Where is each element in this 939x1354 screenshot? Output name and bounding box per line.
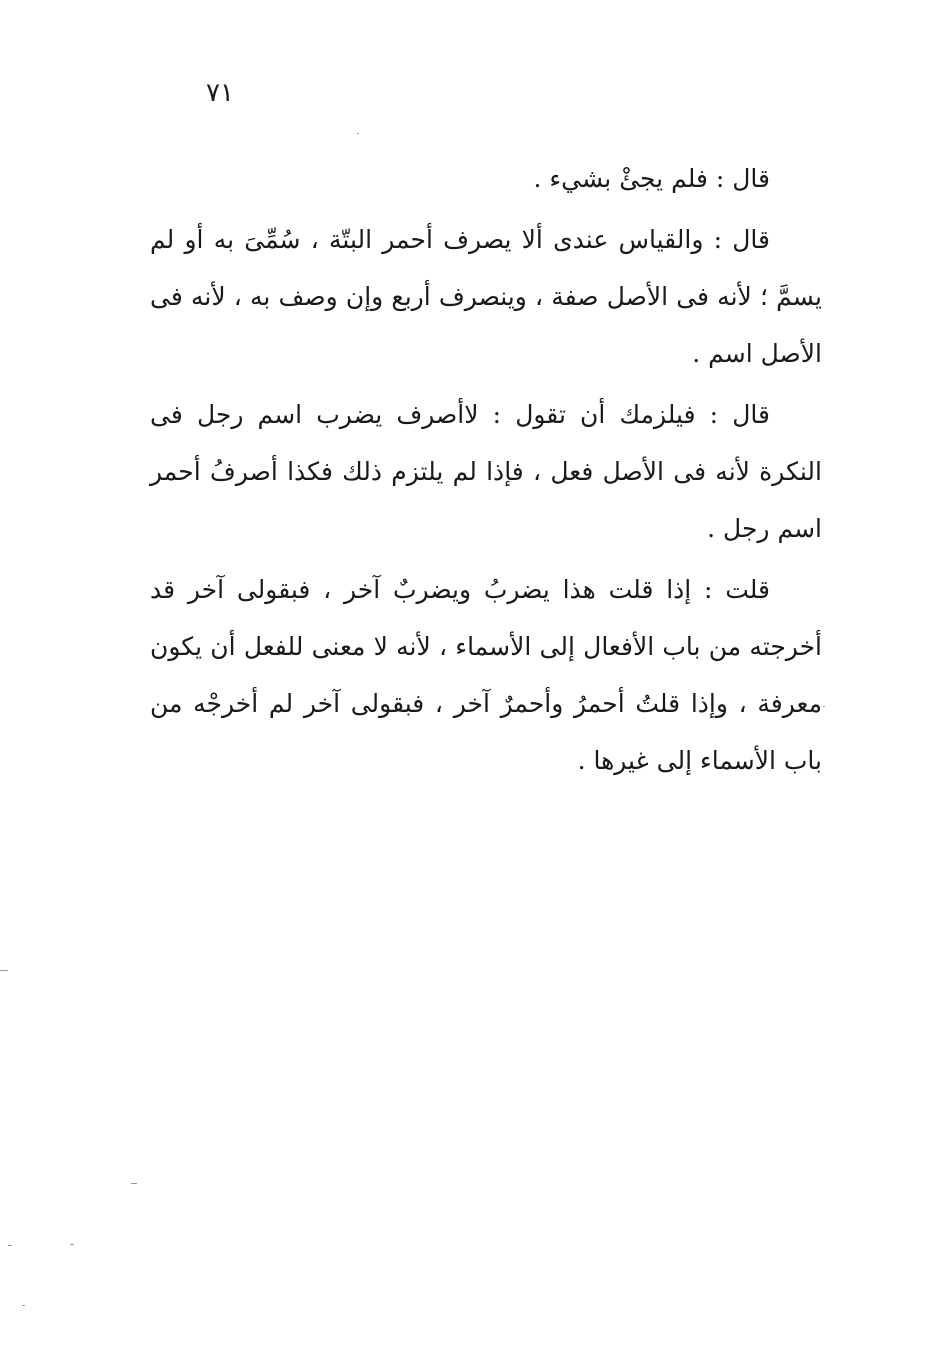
page-number: ٧١ — [206, 78, 234, 108]
scan-speck — [8, 1245, 12, 1246]
scan-speck — [131, 1183, 137, 1184]
paragraph-2: قال : والقياس عندى ألا يصرف أحمر البتّة ، سُمِّىَ به أو لم يسمَّ ؛ لأنه فى الأصل صفة ، وينصرف أربع وإن وصف به ، لأنه فى الأصل اسم . — [150, 225, 822, 368]
paragraph-1: قال : فلم يجئْ بشيء . — [533, 164, 770, 193]
scan-speck — [357, 133, 359, 134]
body-text — [150, 150, 822, 789]
scan-speck — [823, 706, 825, 707]
scan-speck — [22, 1305, 25, 1306]
paragraph-3: قال : فيلزمك أن تقول : لاأصرف يضرب اسم رجل فى النكرة لأنه فى الأصل فعل ، فإذا لم يلتزم ذلك فكذا أصرفُ أحمر اسم رجل . — [150, 400, 822, 543]
scan-speck — [0, 970, 8, 971]
paragraph-4: قلت : إذا قلت هذا يضربُ ويضربٌ آخر ، فبقولى آخر قد أخرجته من باب الأفعال إلى الأسماء ، لأنه لا معنى للفعل أن يكون معرفة ، وإذا قلتُ أحمرُ وأحمرٌ آخر ، فبقولى آخر لم أخرجْه من باب الأسماء إلى غيرها . — [150, 575, 822, 775]
scan-speck — [70, 1244, 74, 1245]
